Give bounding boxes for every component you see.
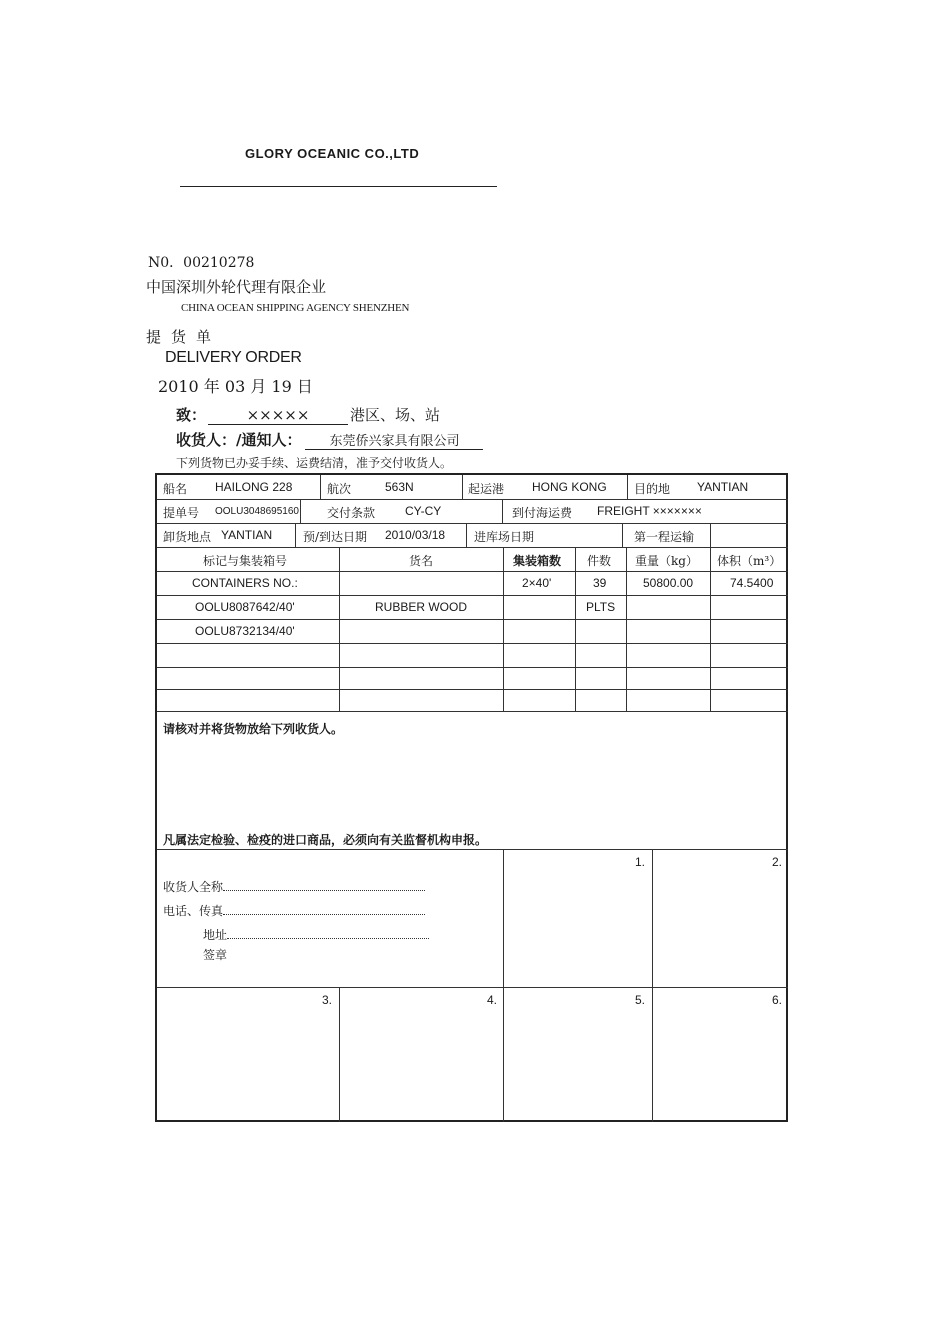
col-packages-header: 件数: [587, 554, 612, 568]
consignee-value: 东莞侨兴家具有限公司: [305, 430, 483, 450]
box-number-4: 4.: [487, 993, 498, 1007]
table-cell: 50800.00: [643, 576, 694, 590]
discharge-place-label: 卸货地点: [163, 530, 212, 544]
box-number-5: 5.: [635, 993, 646, 1007]
receiver-seal-label: 签章: [203, 948, 228, 962]
to-value: ×××××: [208, 406, 348, 425]
voyage-label: 航次: [327, 482, 352, 496]
inspection-notice: 凡属法定检验、检疫的进口商品，必须向有关监督机构申报。: [163, 833, 488, 847]
release-instruction: 请核对并将货物放给下列收货人。: [163, 722, 344, 736]
document-title-cn: 提货单: [146, 328, 222, 346]
receiver-name-field: [163, 878, 425, 895]
delivery-terms-label: 交付条款: [327, 506, 376, 520]
document-number: N0．00210278: [148, 255, 255, 271]
box-number-1: 1.: [635, 855, 646, 869]
table-cell: OOLU8732134/40': [195, 624, 295, 638]
freight-collect-value: FREIGHT ×××××××: [597, 504, 702, 518]
arrival-date-label: 预/到达日期: [303, 530, 368, 544]
agency-name-en: CHINA OCEAN SHIPPING AGENCY SHENZHEN: [181, 302, 410, 314]
document-date: 2010 年 03 月 19 日: [158, 377, 313, 396]
receiver-name-label: 收货人全称: [163, 880, 224, 894]
yard-entry-date-label: 进库场日期: [474, 530, 535, 544]
bill-of-lading-label: 提单号: [163, 506, 200, 520]
document-title-en: DELIVERY ORDER: [165, 349, 302, 366]
company-underline: [180, 186, 497, 187]
vessel-value: HAILONG 228: [215, 480, 293, 494]
receiver-phone-label: 电话、传真: [163, 904, 224, 918]
destination-value: YANTIAN: [697, 480, 749, 494]
voyage-value: 563N: [385, 480, 414, 494]
destination-label: 目的地: [634, 482, 671, 496]
col-volume-header: 体积（m³）: [717, 554, 782, 568]
bill-of-lading-value: OOLU3048695160: [215, 506, 299, 517]
box-number-2: 2.: [772, 855, 783, 869]
to-label: 致：: [176, 406, 207, 424]
table-cell: OOLU8087642/40': [195, 600, 295, 614]
to-suffix: 港区、场、站: [350, 406, 441, 424]
receiver-address-label: 地址: [203, 928, 228, 942]
receiver-phone-line: [223, 904, 425, 915]
box-number-3: 3.: [322, 993, 333, 1007]
table-cell: 2×40': [522, 576, 552, 590]
delivery-order-form: [155, 473, 788, 1122]
col-containers-header: 集装箱数: [513, 554, 562, 568]
release-notice: 下列货物已办妥手续、运费结清，准予交付收货人。: [176, 456, 453, 470]
receiver-address-line: [227, 928, 429, 939]
col-weight-header: 重量（kg）: [635, 554, 698, 568]
table-cell: RUBBER WOOD: [375, 600, 468, 614]
table-cell: CONTAINERS NO.:: [192, 576, 298, 590]
table-cell: 74.5400: [730, 576, 774, 590]
consignee-line: [176, 429, 483, 450]
table-cell: PLTS: [586, 600, 616, 614]
receiver-name-line: [223, 880, 425, 891]
recipient-line: [176, 404, 440, 425]
consignee-label: 收货人：/通知人：: [176, 431, 302, 449]
discharge-place-value: YANTIAN: [221, 528, 273, 542]
receiver-phone-field: [163, 902, 425, 919]
vessel-label: 船名: [163, 482, 188, 496]
receiver-address-field: [203, 926, 429, 943]
col-goods-header: 货名: [409, 554, 434, 568]
delivery-terms-value: CY-CY: [405, 504, 442, 518]
port-of-loading-label: 起运港: [468, 482, 505, 496]
arrival-date-value: 2010/03/18: [385, 528, 446, 542]
port-of-loading-value: HONG KONG: [532, 480, 607, 494]
first-leg-transport-label: 第一程运输: [634, 530, 695, 544]
company-name: GLORY OCEANIC CO.,LTD: [245, 146, 420, 161]
table-cell: 39: [593, 576, 607, 590]
agency-name-cn: 中国深圳外轮代理有限企业: [146, 278, 327, 296]
freight-collect-label: 到付海运费: [512, 506, 573, 520]
col-marks-header: 标记与集装箱号: [203, 554, 288, 568]
box-number-6: 6.: [772, 993, 783, 1007]
